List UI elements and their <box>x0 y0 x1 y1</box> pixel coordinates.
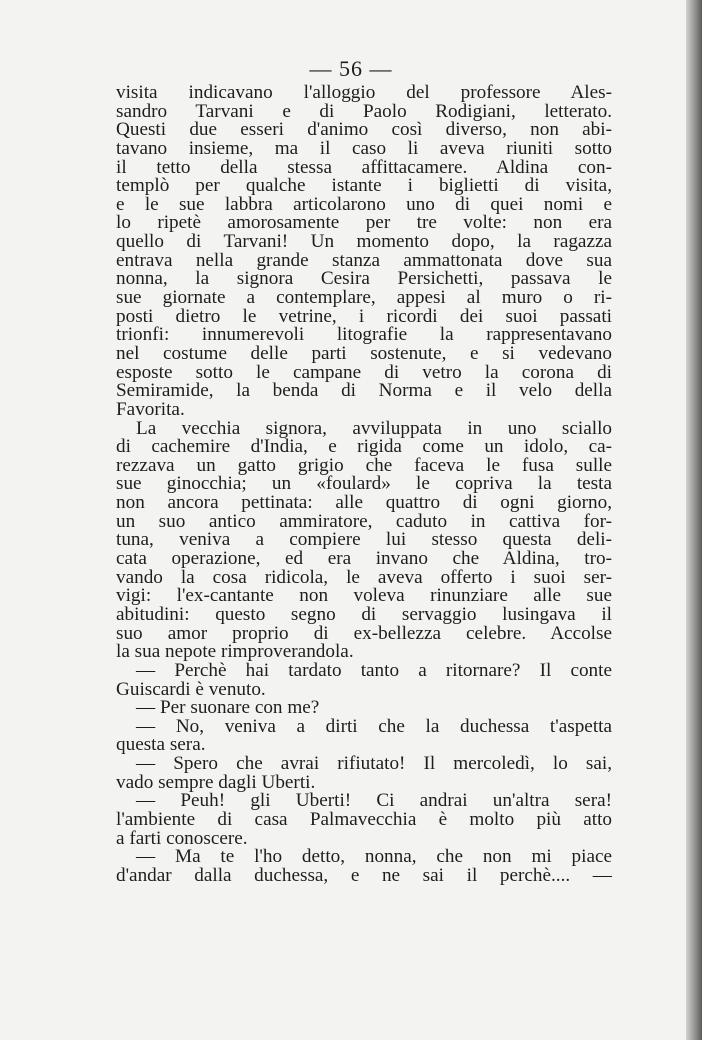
text-line: nel costume delle parti sostenute, e si vedevano <box>116 342 612 364</box>
text-line: sue ginocchia; un «foulard» le copriva la testa <box>116 473 612 495</box>
text-line: Semiramide, la benda di Norma e il velo della <box>116 380 612 402</box>
text-line: sandro Tarvani e di Paolo Rodigiani, letterato. <box>116 100 612 122</box>
body-text <box>116 84 612 886</box>
text-line: di cachemire d'India, e rigida come un idolo, ca- <box>116 436 612 458</box>
text-line: — Perchè hai tardato tanto a ritornare? Il conte <box>136 659 612 681</box>
text-line: esposte sotto le campane di vetro la corona di <box>116 361 612 383</box>
text-line: — No, veniva a dirti che la duchessa t'aspetta <box>136 715 612 737</box>
text-line: — Peuh! gli Uberti! Ci andrai un'altra sera! <box>136 790 612 812</box>
text-line: templò per qualche istante i biglietti di visita, <box>116 175 612 197</box>
text-line: e le sue labbra articolarono uno di quei nomi e <box>116 193 612 215</box>
text-line: visita indicavano l'alloggio del professore Ales- <box>116 82 612 103</box>
text-line: posti dietro le vetrine, i ricordi dei suoi passati <box>116 305 612 327</box>
text-line: tuna, veniva a compiere lui stesso questa deli- <box>116 529 612 551</box>
text-line: non ancora pettinata: alle quattro di ogni giorno, <box>116 492 612 514</box>
text-line: La vecchia signora, avviluppata in uno sciallo <box>136 417 612 439</box>
text-line: Guiscardi è venuto. <box>116 678 266 700</box>
text-line: vado sempre dagli Uberti. <box>116 771 316 793</box>
text-line: l'ambiente di casa Palmavecchia è molto più atto <box>116 808 612 830</box>
text-line: trionfi: innumerevoli litografie la rappresentavano <box>116 324 612 346</box>
page-number: — 56 — <box>309 56 393 81</box>
text-line: vando la cosa ridicola, le aveva offerto i suoi ser- <box>116 566 612 588</box>
text-line: un suo antico ammiratore, caduto in cattiva for- <box>116 510 612 532</box>
text-line: — Ma te l'ho detto, nonna, che non mi piace <box>136 846 612 868</box>
text-line: — Spero che avrai rifiutato! Il mercoledì, lo sai, <box>136 753 612 775</box>
text-line: — Per suonare con me? <box>136 697 320 719</box>
text-line: d'andar dalla duchessa, e ne sai il perchè.... — <box>116 864 612 886</box>
text-line: nonna, la signora Cesira Persichetti, passava le <box>116 268 612 290</box>
text-line: entrava nella grande stanza ammattonata dove sua <box>116 249 612 271</box>
text-line: rezzava un gatto grigio che faceva le fusa sulle <box>116 454 612 476</box>
text-line: suo amor proprio di ex-bellezza celebre. Accolse <box>116 622 612 644</box>
text-line: sue giornate a contemplare, appesi al muro o ri- <box>116 287 612 309</box>
text-line: questa sera. <box>116 734 206 756</box>
text-line: lo ripetè amorosamente per tre volte: non era <box>116 212 612 234</box>
text-line: tavano insieme, ma il caso li aveva riuniti sotto <box>116 137 612 159</box>
text-line: cata operazione, ed era invano che Aldina, tro- <box>116 548 612 570</box>
text-line: Questi due esseri d'animo così diverso, non abi- <box>116 119 612 141</box>
page-edge-shadow <box>686 0 702 1040</box>
text-line: il tetto della stessa affittacamere. Aldina con- <box>116 156 612 178</box>
text-line: vigi: l'ex-cantante non voleva rinunziare alle sue <box>116 585 612 607</box>
text-line: Favorita. <box>116 398 185 420</box>
text-line: quello di Tarvani! Un momento dopo, la ragazza <box>116 231 612 253</box>
text-line: a farti conoscere. <box>116 827 248 849</box>
text-line: la sua nepote rimproverandola. <box>116 641 354 663</box>
text-line: abitudini: questo segno di servaggio lusingava il <box>116 603 612 625</box>
